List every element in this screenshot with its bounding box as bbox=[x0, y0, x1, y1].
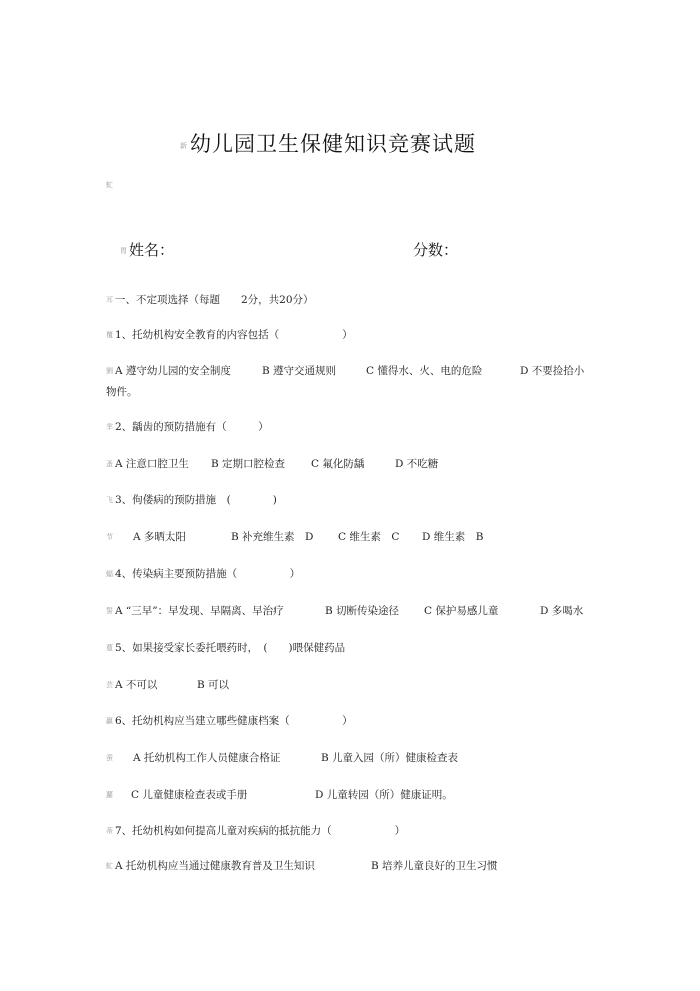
q1-option-d-continued: 物件。 bbox=[106, 386, 138, 398]
question-3: 飞 3、佝偻病的预防措施 ( ) bbox=[106, 494, 277, 506]
margin-mark: 新 bbox=[180, 141, 188, 150]
q7-option-a: 虻 A 托幼机构应当通过健康教育普及卫生知识 bbox=[106, 860, 315, 872]
q2-option-b: B 定期口腔检查 bbox=[211, 458, 286, 470]
question-5: 蔓 5、如果接受家长委托喂药时， ( )喂保健药品 bbox=[106, 642, 346, 654]
q7-option-b: B 培养儿童良好的卫生习惯 bbox=[371, 860, 498, 872]
q3-option-b: B 补充维生素 D bbox=[231, 531, 314, 543]
q4-option-a: 誓 A “三早”：早发现、早隔离、早治疗 bbox=[106, 605, 284, 617]
question-7: 蒂 7、托幼机构如何提高儿童对疾病的抵抗能力（ ） bbox=[106, 825, 406, 837]
q4-option-c: C 保护易感儿童 bbox=[424, 605, 499, 617]
q3-option-d: D 维生素 B bbox=[422, 531, 484, 543]
q2-option-d: D 不吃糖 bbox=[395, 458, 439, 470]
q2-option-a: 蚤 A 注意口腔卫生 bbox=[106, 458, 189, 470]
q4-option-b: B 切断传染途径 bbox=[325, 605, 400, 617]
q6-option-d: D 儿童转园（所）健康证明。 bbox=[315, 789, 453, 801]
q1-option-b: B 遵守交通规则 bbox=[262, 365, 337, 377]
question-1: 覆 1、托幼机构安全教育的内容包括（ ） bbox=[106, 329, 353, 341]
section-heading: 耳 一、不定项选择（每题 2分，共20分） bbox=[106, 294, 314, 306]
q6-option-b: B 儿童入园（所）健康检查表 bbox=[321, 752, 459, 764]
q6-option-a: 蚕 A 托幼机构工作人员健康合格证 bbox=[106, 752, 281, 764]
q1-option-d: D 不要捡拾小 bbox=[520, 365, 585, 377]
page-title: 新幼儿园卫生保健知识竞赛试题 bbox=[180, 132, 476, 156]
margin-mark: 虻 bbox=[106, 181, 113, 189]
question-4: 蝠 4、传染病主要预防措施（ ） bbox=[106, 568, 301, 580]
q3-option-a: 节 A 多晒太阳 bbox=[106, 531, 186, 543]
question-2: 芈 2、龋齿的预防措施有（ ） bbox=[106, 421, 269, 433]
q5-option-b: B 可以 bbox=[197, 679, 230, 691]
name-label: 胃 姓名： bbox=[120, 241, 175, 259]
q3-option-c: C 维生素 C bbox=[338, 531, 400, 543]
q4-option-d: D 多喝水 bbox=[540, 605, 584, 617]
q1-option-a: 劉 A 遵守幼儿园的安全制度 bbox=[106, 365, 231, 377]
q6-option-c: 蘿 C 儿童健康检查表或手册 bbox=[106, 789, 248, 801]
q2-option-c: C 氟化防龋 bbox=[311, 458, 365, 470]
q5-option-a: 芸 A 不可以 bbox=[106, 679, 158, 691]
score-label: 分数： bbox=[413, 241, 459, 259]
q1-option-c: C 懂得水、火、电的危险 bbox=[366, 365, 483, 377]
question-6: 贏 6、托幼机构应当建立哪些健康档案（ ） bbox=[106, 715, 353, 727]
